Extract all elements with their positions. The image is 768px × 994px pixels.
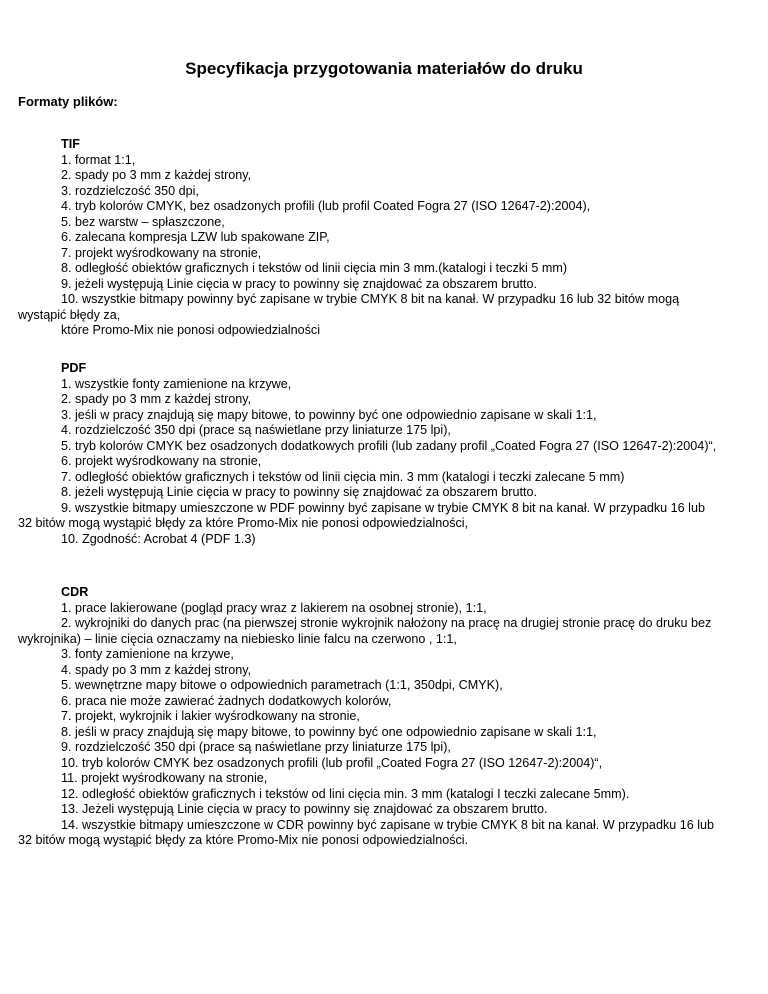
section-title-cdr: CDR <box>61 585 89 599</box>
section-tif <box>18 137 718 339</box>
list-item: 10. Zgodność: Acrobat 4 (PDF 1.3) <box>61 531 256 546</box>
list-item: które Promo-Mix nie ponosi odpowiedzialności <box>61 323 320 337</box>
list-item: 8. jeśli w pracy znajdują się mapy bitowe, to powinny być one odpowiednio zapisane w skali 1:1, <box>61 724 597 739</box>
list-item: 12. odległość obiektów graficznych i tekstów od lini cięcia min. 3 mm (katalogi I teczki zalecane 5mm). <box>61 786 630 801</box>
list-item: 1. prace lakierowane (pogląd pracy wraz z lakierem na osobnej stronie), 1:1, <box>61 600 487 615</box>
list-item: 3. jeśli w pracy znajdują się mapy bitowe, to powinny być one odpowiednio zapisane w skali 1:1, <box>61 407 597 422</box>
list-item: 9. wszystkie bitmapy umieszczone w PDF powinny być zapisane w trybie CMYK 8 bit na kanał. W przypadku 16 lub 32 bitów mogą wystąpić błędy za które Promo-Mix nie ponosi odpowiedzialności, <box>18 500 705 530</box>
list-item: 7. projekt, wykrojnik i lakier wyśrodkowany na stronie, <box>61 709 360 723</box>
section-title-pdf: PDF <box>61 361 87 375</box>
list-item: 8. jeżeli występują Linie cięcia w pracy to powinny się znajdować za obszarem brutto. <box>61 485 537 499</box>
list-item: 6. zalecana kompresja LZW lub spakowane ZIP, <box>61 230 330 244</box>
list-item: 6. projekt wyśrodkowany na stronie, <box>61 454 262 468</box>
list-item: 9. rozdzielczość 350 dpi (prace są naświetlane przy liniaturze 175 lpi), <box>61 740 451 754</box>
section-pdf <box>18 361 718 547</box>
list-item: 1. wszystkie fonty zamienione na krzywe, <box>61 376 292 391</box>
section-list-pdf <box>18 377 718 548</box>
list-item: 5. wewnętrzne mapy bitowe o odpowiednich parametrach (1:1, 350dpi, CMYK), <box>61 678 503 692</box>
list-item: 4. tryb kolorów CMYK, bez osadzonych profili (lub profil Coated Fogra 27 (ISO 12647-2):2004), <box>61 199 591 213</box>
list-item: 6. praca nie może zawierać żadnych dodatkowych kolorów, <box>61 693 392 708</box>
section-list-cdr <box>18 601 718 849</box>
section-title-tif: TIF <box>61 137 80 151</box>
list-item: 8. odległość obiektów graficznych i tekstów od linii cięcia min 3 mm.(katalogi i teczki 5 mm) <box>61 261 568 275</box>
list-item: 7. odległość obiektów graficznych i tekstów od linii cięcia min. 3 mm (katalogi i teczki zalecane 5 mm) <box>61 469 625 484</box>
list-item: 14. wszystkie bitmapy umieszczone w CDR powinny być zapisane w trybie CMYK 8 bit na kanał. W przypadku 16 lub 32 bitów mogą wystąpić błędy za które Promo-Mix nie ponosi odpowiedzialności. <box>18 817 715 847</box>
list-item: 1. format 1:1, <box>61 152 136 167</box>
section-list-tif <box>18 153 718 339</box>
list-item: 7. projekt wyśrodkowany na stronie, <box>61 245 262 260</box>
list-item: 4. rozdzielczość 350 dpi (prace są naświetlane przy liniaturze 175 lpi), <box>61 423 451 437</box>
list-item: 9. jeżeli występują Linie cięcia w pracy to powinny się znajdować za obszarem brutto. <box>61 276 537 291</box>
list-item: 2. spady po 3 mm z każdej strony, <box>61 392 252 406</box>
list-item: 3. fonty zamienione na krzywe, <box>61 647 234 661</box>
list-item: 10. tryb kolorów CMYK bez osadzonych profili (lub profil „Coated Fogra 27 (ISO 12647-2):2004)“, <box>61 755 603 770</box>
list-item: 4. spady po 3 mm z każdej strony, <box>61 662 252 677</box>
list-item: 5. tryb kolorów CMYK bez osadzonych dodatkowych profili (lub zadany profil „Coated Fogra 27 (ISO 12647-2):2004)“, <box>61 438 717 453</box>
list-item: 3. rozdzielczość 350 dpi, <box>61 183 199 198</box>
section-cdr <box>18 585 718 849</box>
list-item: 11. projekt wyśrodkowany na stronie, <box>61 771 268 785</box>
document-title: Specyfikacja przygotowania materiałów do druku <box>185 59 583 78</box>
list-item: 13. Jeżeli występują Linie cięcia w pracy to powinny się znajdować za obszarem brutto. <box>61 802 548 816</box>
formats-heading: Formaty plików: <box>18 94 118 109</box>
list-item: 2. spady po 3 mm z każdej strony, <box>61 168 252 182</box>
list-item: 5. bez warstw – spłaszczone, <box>61 214 225 229</box>
list-item: 2. wykrojniki do danych prac (na pierwszej stronie wykrojnik nałożony na pracę na drugiej stronie pracę do druku bez wykrojnika) – linie cięcia oznaczamy na niebiesko linie falcu na czerwono , 1:1, <box>18 616 712 646</box>
list-item: 10. wszystkie bitmapy powinny być zapisane w trybie CMYK 8 bit na kanał. W przypadku 16 lub 32 bitów mogą wystąpić błędy za, <box>18 292 680 322</box>
